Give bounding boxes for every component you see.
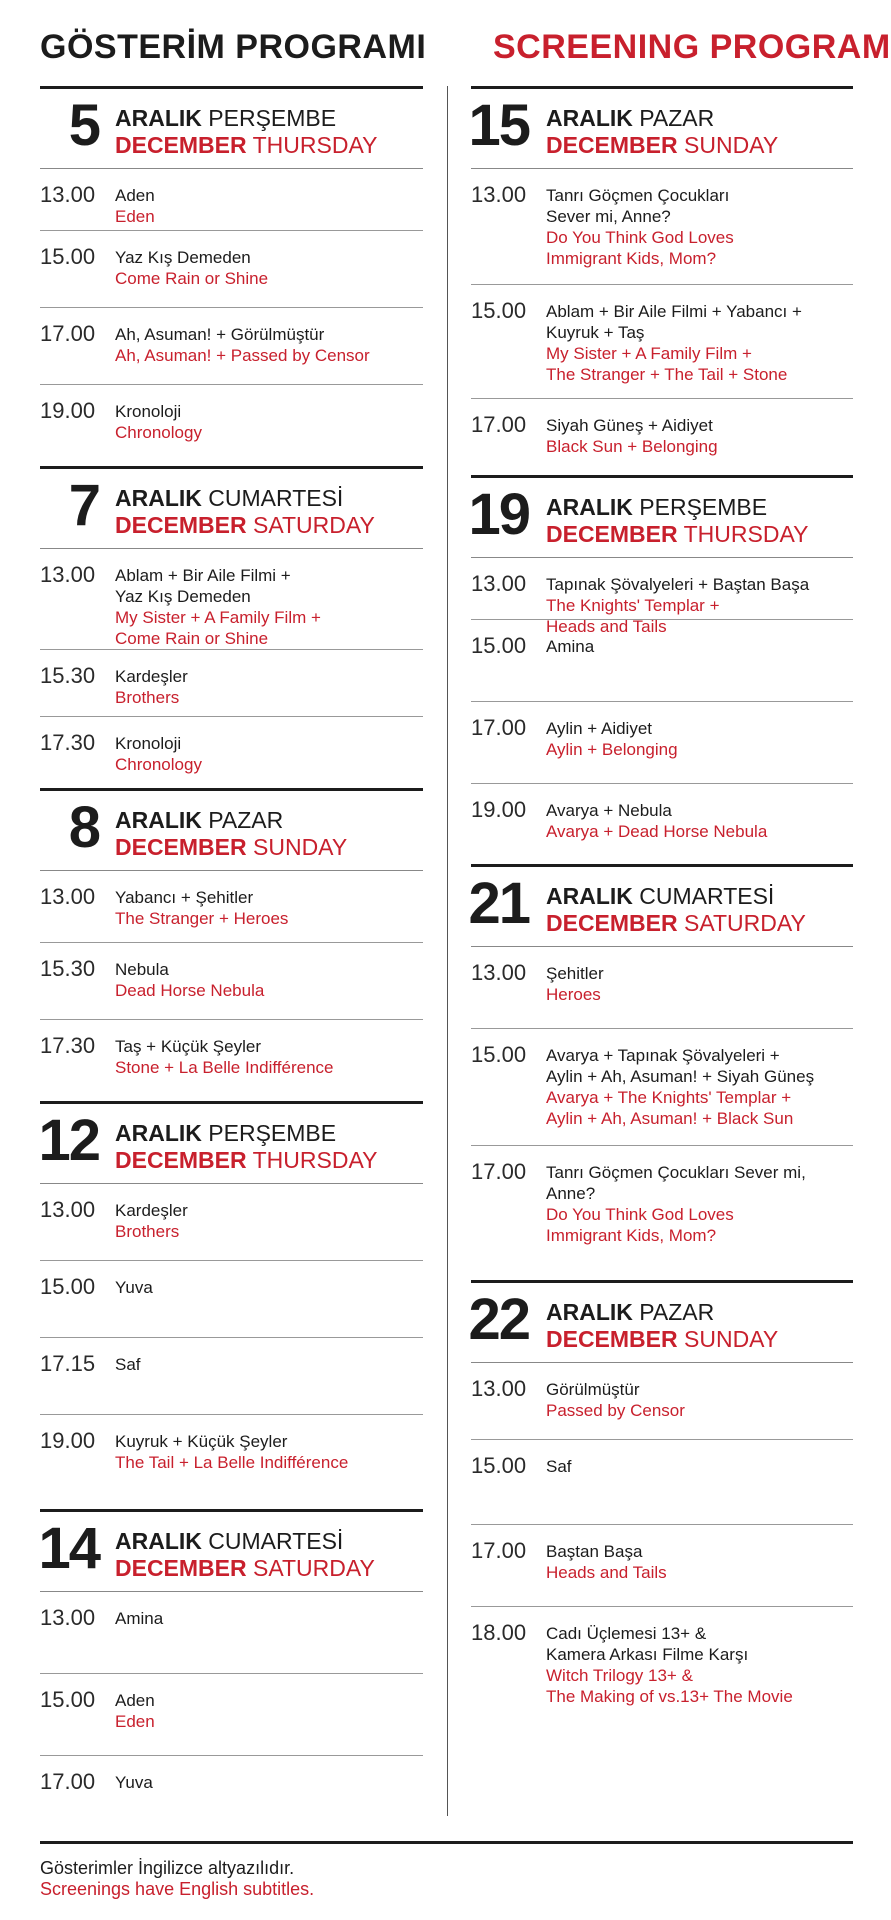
screening-time: 15.30 [40,663,96,688]
film-title-turkish: Amina [115,1609,164,1628]
film-titles [546,415,853,457]
film-title-english: Stone + La Belle Indifférence [115,1058,334,1077]
month-turkish-line [115,105,377,132]
weekday-english: THURSDAY [683,521,809,547]
month-turkish: ARALIK [546,494,633,520]
right-column [468,86,853,1727]
film-titles [546,1162,853,1246]
day-block-5 [40,86,423,462]
screening-slot [471,399,853,471]
film-title-turkish: Anne? [546,1184,596,1203]
screening-slot [40,169,423,231]
month-english-line [546,1326,778,1353]
screening-slot [40,1020,423,1097]
day-label [115,1528,375,1582]
title-turkish: GÖSTERİM PROGRAMI [40,28,427,66]
screening-time: 17.30 [40,730,96,755]
film-titles [546,185,853,269]
film-titles [115,401,423,443]
film-titles [115,324,423,366]
film-title-english: Witch Trilogy 13+ & [546,1666,693,1685]
screening-slot [40,231,423,308]
day-block-8 [40,788,423,1097]
film-titles [115,1200,423,1242]
day-number: 15 [468,93,529,158]
film-title-turkish: Sever mi, Anne? [546,207,671,226]
screening-slot [40,650,423,717]
film-title-english: Immigrant Kids, Mom? [546,249,717,268]
column-divider [447,86,448,1816]
screening-slot [471,1440,853,1525]
film-titles [546,1541,853,1583]
film-title-english: Eden [115,207,155,226]
screening-slot [471,1363,853,1440]
screening-time: 15.00 [40,1687,96,1712]
film-title-turkish: Baştan Başa [546,1542,643,1561]
film-title-turkish: Kardeşler [115,667,188,686]
film-title-english: Chronology [115,755,202,774]
weekday-turkish: PAZAR [639,105,715,131]
day-header [468,478,853,558]
screening-slot [40,385,423,462]
month-english-line [115,512,375,539]
month-english-line [115,132,377,159]
day-number: 7 [68,473,99,538]
subtitle-note-turkish: Gösterimler İngilizce altyazılıdır. [40,1858,295,1878]
month-turkish: ARALIK [115,1120,202,1146]
month-turkish-line [115,807,347,834]
film-title-english: Heroes [546,985,601,1004]
film-title-english: The Stranger + The Tail + Stone [546,365,788,384]
day-label [546,1299,778,1353]
day-number: 5 [68,93,99,158]
weekday-turkish: PAZAR [208,807,284,833]
month-english: DECEMBER [115,834,247,860]
screening-slot [471,169,853,285]
screening-slot [40,1184,423,1261]
film-title-turkish: Yuva [115,1278,153,1297]
day-number: 8 [68,795,99,860]
weekday-english: SATURDAY [253,512,375,538]
day-label [115,485,375,539]
month-english-line [115,834,347,861]
film-title-turkish: Cadı Üçlemesi 13+ & [546,1624,707,1643]
day-header [40,89,423,169]
film-title-turkish: Yaz Kış Demeden [115,587,251,606]
film-title-english: Eden [115,1712,155,1731]
month-english: DECEMBER [546,910,678,936]
day-header [468,867,853,947]
day-header [40,1104,423,1184]
film-title-turkish: Aylin + Aidiyet [546,719,653,738]
day-number: 12 [38,1108,99,1173]
film-titles [546,1623,853,1707]
film-title-turkish: Avarya + Nebula [546,801,672,820]
weekday-english: SUNDAY [684,132,779,158]
film-title-english: Brothers [115,688,180,707]
film-titles [546,718,853,760]
day-label [115,105,377,159]
month-english: DECEMBER [546,1326,678,1352]
month-turkish: ARALIK [546,1299,633,1325]
month-turkish-line [546,105,778,132]
film-title-turkish: Tanrı Göçmen Çocukları [546,186,730,205]
month-english-line [115,1555,375,1582]
screening-slot [471,1029,853,1146]
film-titles [546,301,853,385]
film-titles [115,185,423,227]
film-title-english: Chronology [115,423,202,442]
film-titles [115,733,423,775]
month-english-line [546,521,808,548]
day-block-14 [40,1509,423,1806]
film-titles [115,887,423,929]
month-turkish: ARALIK [115,1528,202,1554]
screening-time: 13.00 [471,571,527,596]
screening-time: 15.00 [471,1042,527,1067]
film-title-turkish: Aden [115,1691,155,1710]
film-title-english: Aylin + Belonging [546,740,678,759]
film-title-turkish: Saf [546,1457,572,1476]
film-title-english: The Knights' Templar + [546,596,720,615]
screening-time: 13.00 [40,562,96,587]
film-titles [115,247,423,289]
film-title-english: The Making of vs.13+ The Movie [546,1687,793,1706]
screening-time: 15.00 [471,633,527,658]
screening-time: 13.00 [40,1605,96,1630]
weekday-turkish: PERŞEMBE [639,494,768,520]
film-title-english: Come Rain or Shine [115,629,269,648]
screening-time: 17.00 [471,715,527,740]
film-title-turkish: Kardeşler [115,1201,188,1220]
day-number: 22 [468,1287,529,1352]
day-block-7 [40,466,423,784]
day-header [40,791,423,871]
film-title-turkish: Avarya + Tapınak Şövalyeleri + [546,1046,780,1065]
screening-time: 19.00 [471,797,527,822]
film-titles [115,666,423,708]
weekday-turkish: PAZAR [639,1299,715,1325]
screening-slot [40,717,423,784]
day-header [40,469,423,549]
film-titles [546,800,853,842]
film-title-turkish: Görülmüştür [546,1380,640,1399]
day-block-15 [468,86,853,471]
film-titles [115,1772,423,1793]
screening-time: 15.30 [40,956,96,981]
weekday-turkish: CUMARTESİ [639,883,775,909]
film-title-turkish: Siyah Güneş + Aidiyet [546,416,713,435]
film-title-turkish: Tanrı Göçmen Çocukları Sever mi, [546,1163,806,1182]
screening-time: 19.00 [40,1428,96,1453]
screening-slot [471,620,853,702]
weekday-turkish: PERŞEMBE [208,105,337,131]
left-column [40,86,423,1806]
day-label [115,1120,377,1174]
weekday-turkish: CUMARTESİ [208,485,344,511]
month-turkish-line [546,494,808,521]
weekday-english: SATURDAY [684,910,806,936]
film-title-turkish: Şehitler [546,964,604,983]
month-turkish: ARALIK [115,485,202,511]
film-title-turkish: Kamera Arkası Filme Karşı [546,1645,749,1664]
screening-time: 19.00 [40,398,96,423]
screening-time: 13.00 [40,884,96,909]
screening-time: 13.00 [40,182,96,207]
film-titles [115,1036,423,1078]
film-title-english: My Sister + A Family Film + [546,344,752,363]
film-title-turkish: Ablam + Bir Aile Filmi + [115,566,291,585]
film-title-turkish: Kronoloji [115,402,182,421]
screening-time: 13.00 [471,960,527,985]
screening-slot [40,871,423,943]
film-title-english: Avarya + Dead Horse Nebula [546,822,768,841]
day-label [546,105,778,159]
film-title-turkish: Kuyruk + Taş [546,323,645,342]
month-english-line [546,910,806,937]
program-title [40,28,891,76]
month-english-line [546,132,778,159]
screening-slot [471,702,853,784]
screening-slot [471,1146,853,1276]
film-title-turkish: Ah, Asuman! + Görülmüştür [115,325,325,344]
film-title-turkish: Nebula [115,960,169,979]
screening-slot [40,1592,423,1674]
day-label [115,807,347,861]
film-titles [546,963,853,1005]
screening-slot [471,947,853,1029]
screening-time: 13.00 [40,1197,96,1222]
film-title-turkish: Taş + Küçük Şeyler [115,1037,261,1056]
month-english: DECEMBER [546,132,678,158]
film-title-english: Immigrant Kids, Mom? [546,1226,717,1245]
film-title-english: Heads and Tails [546,1563,667,1582]
screening-slot [40,943,423,1020]
day-block-21 [468,864,853,1276]
weekday-english: THURSDAY [252,1147,378,1173]
screening-slot [40,1338,423,1415]
month-english: DECEMBER [546,521,678,547]
month-turkish-line [115,485,375,512]
film-titles [115,1690,423,1732]
screening-time: 17.15 [40,1351,96,1376]
screening-time: 13.00 [471,182,527,207]
day-label [546,494,808,548]
day-block-12 [40,1101,423,1505]
screening-time: 15.00 [40,1274,96,1299]
screening-slot [471,1607,853,1727]
screening-time: 17.00 [471,1159,527,1184]
day-header [468,89,853,169]
film-title-turkish: Tapınak Şövalyeleri + Baştan Başa [546,575,810,594]
screening-time: 15.00 [40,244,96,269]
film-titles [115,565,423,649]
film-titles [115,1431,423,1473]
film-titles [546,1045,853,1129]
month-turkish-line [546,1299,778,1326]
weekday-english: SUNDAY [684,1326,779,1352]
screening-time: 18.00 [471,1620,527,1645]
film-title-turkish: Ablam + Bir Aile Filmi + Yabancı + [546,302,802,321]
film-titles [546,1456,853,1477]
screening-time: 13.00 [471,1376,527,1401]
film-title-turkish: Yabancı + Şehitler [115,888,254,907]
screening-slot [40,308,423,385]
film-title-turkish: Yuva [115,1773,153,1792]
day-number: 19 [468,482,529,547]
weekday-english: THURSDAY [252,132,378,158]
film-title-turkish: Kronoloji [115,734,182,753]
film-title-english: Aylin + Ah, Asuman! + Black Sun [546,1109,794,1128]
screening-slot [40,549,423,650]
film-title-english: Black Sun + Belonging [546,437,718,456]
screening-time: 17.00 [40,1769,96,1794]
subtitle-note-english: Screenings have English subtitles. [40,1879,315,1899]
month-english: DECEMBER [115,132,247,158]
month-english: DECEMBER [115,1147,247,1173]
film-title-turkish: Kuyruk + Küçük Şeyler [115,1432,288,1451]
screening-slot [471,784,853,860]
film-title-english: Do You Think God Loves [546,228,734,247]
screening-slot [40,1261,423,1338]
screening-slot [40,1415,423,1505]
film-titles [115,1608,423,1629]
month-turkish: ARALIK [115,105,202,131]
weekday-turkish: CUMARTESİ [208,1528,344,1554]
month-turkish: ARALIK [115,807,202,833]
month-turkish-line [115,1528,375,1555]
month-english-line [115,1147,377,1174]
film-title-english: Passed by Censor [546,1401,685,1420]
weekday-turkish: PERŞEMBE [208,1120,337,1146]
screening-time: 15.00 [471,1453,527,1478]
month-turkish: ARALIK [546,105,633,131]
screening-slot [471,285,853,399]
film-title-turkish: Aylin + Ah, Asuman! + Siyah Güneş [546,1067,815,1086]
title-english: SCREENING PROGRAM [493,28,891,66]
screening-time: 15.00 [471,298,527,323]
month-turkish-line [546,883,806,910]
weekday-english: SUNDAY [253,834,348,860]
screening-time: 17.00 [471,1538,527,1563]
film-title-english: Ah, Asuman! + Passed by Censor [115,346,370,365]
day-label [546,883,806,937]
film-title-english: Come Rain or Shine [115,269,269,288]
screening-slot [471,558,853,636]
day-block-19 [468,475,853,860]
subtitle-note [40,1841,853,1899]
film-title-english: Dead Horse Nebula [115,981,265,1000]
month-english: DECEMBER [115,512,247,538]
day-block-22 [468,1280,853,1727]
screening-time: 17.00 [40,321,96,346]
screening-slot [471,1525,853,1607]
month-english: DECEMBER [115,1555,247,1581]
film-titles [115,1354,423,1375]
film-title-english: The Stranger + Heroes [115,909,289,928]
screening-slot [40,1674,423,1756]
film-title-english: Heads and Tails [546,617,667,636]
month-turkish: ARALIK [546,883,633,909]
film-title-english: Brothers [115,1222,180,1241]
screening-time: 17.30 [40,1033,96,1058]
film-title-turkish: Amina [546,637,595,656]
film-titles [115,959,423,1001]
film-title-turkish: Yaz Kış Demeden [115,248,251,267]
day-number: 21 [468,871,529,936]
day-header [40,1512,423,1592]
film-title-english: Do You Think God Loves [546,1205,734,1224]
screening-time: 17.00 [471,412,527,437]
film-titles [115,1277,423,1298]
film-titles [546,1379,853,1421]
film-title-turkish: Aden [115,186,155,205]
weekday-english: SATURDAY [253,1555,375,1581]
film-titles [546,636,853,657]
film-title-english: The Tail + La Belle Indifférence [115,1453,349,1472]
film-title-english: Avarya + The Knights' Templar + [546,1088,792,1107]
film-title-turkish: Saf [115,1355,141,1374]
day-header [468,1283,853,1363]
screening-slot [40,1756,423,1806]
month-turkish-line [115,1120,377,1147]
film-title-english: My Sister + A Family Film + [115,608,321,627]
day-number: 14 [38,1516,99,1581]
